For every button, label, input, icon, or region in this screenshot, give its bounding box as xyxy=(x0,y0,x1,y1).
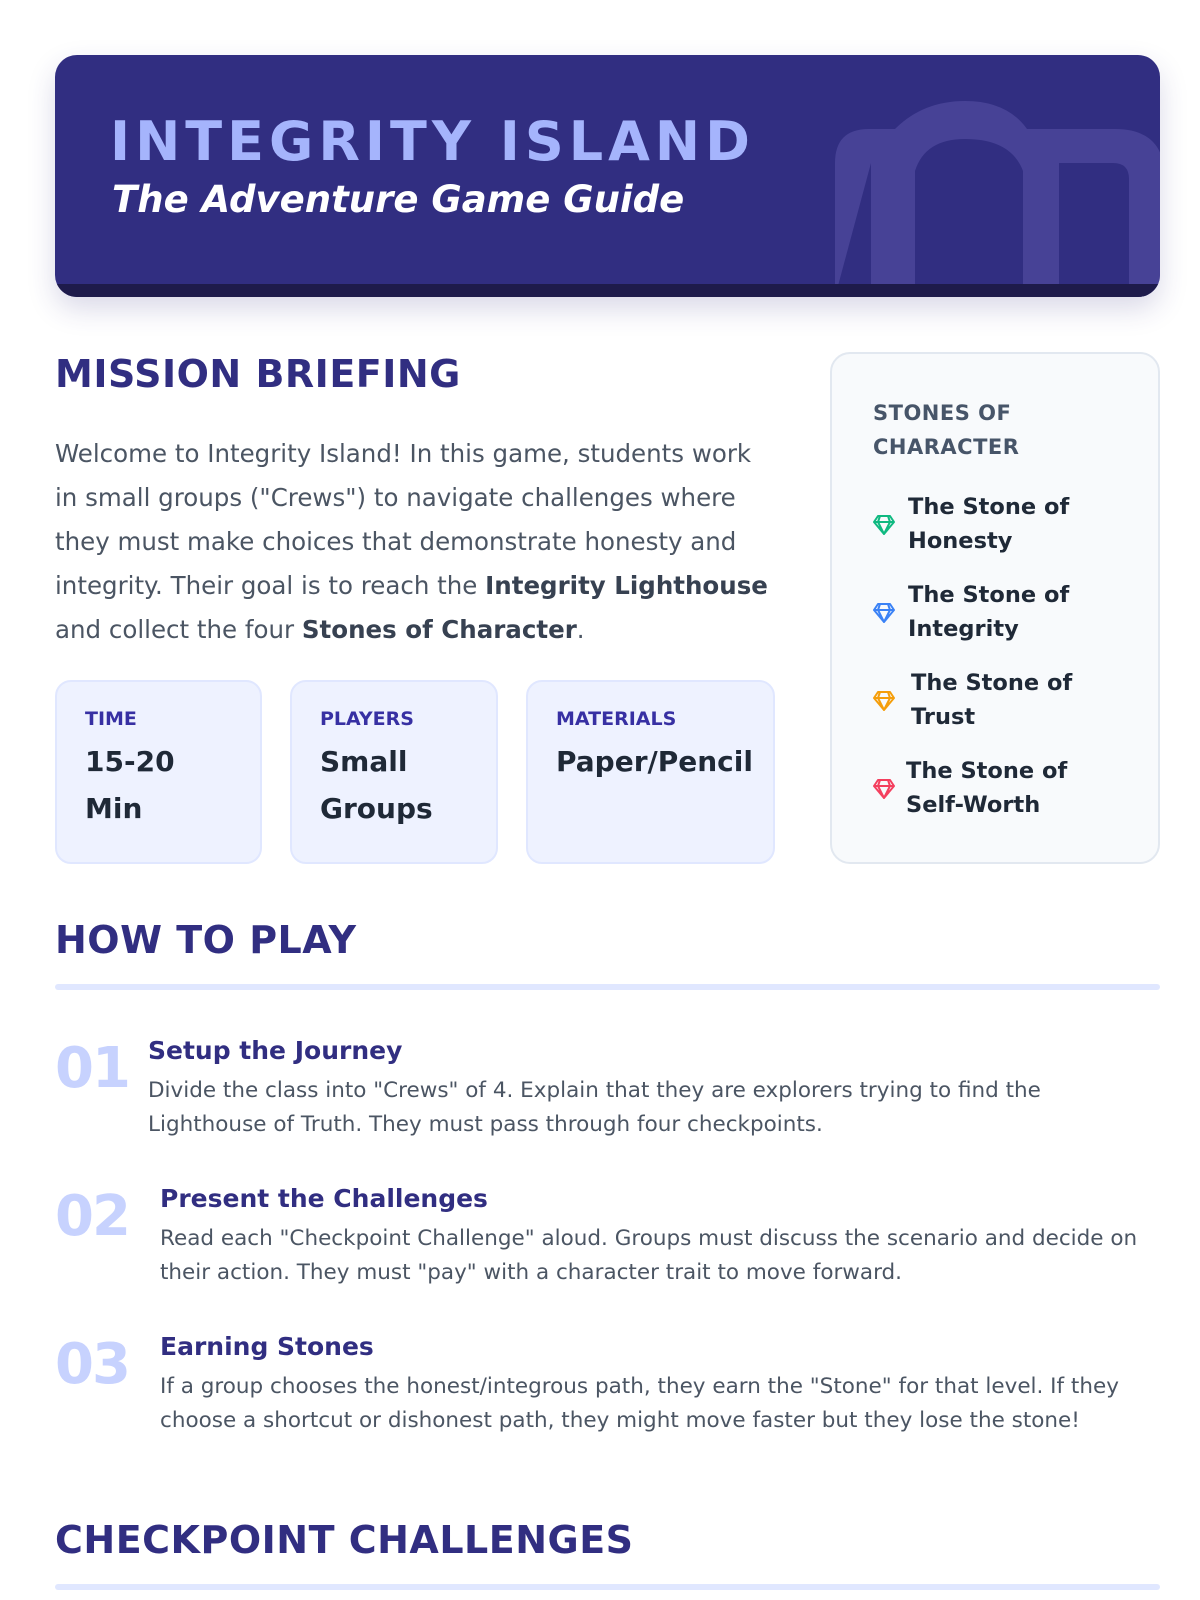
document-title: INTEGRITY ISLAND xyxy=(110,110,755,173)
gem-icon xyxy=(872,602,896,624)
step-description: If a group chooses the honest/integrous path, they earn the "Stone" for that level. If they choose a shortcut or dishonest path, they might move faster but they lose the stone! xyxy=(160,1374,1119,1433)
gem-icon xyxy=(872,690,896,712)
stone-item-trust xyxy=(872,666,1142,736)
how-to-play-heading: HOW TO PLAY xyxy=(55,918,357,962)
stat-label: PLAYERS xyxy=(320,708,414,730)
stat-card-materials xyxy=(526,680,775,864)
archway-icon xyxy=(815,93,1160,297)
stone-name: The Stone of Trust xyxy=(911,670,1073,730)
stone-item-integrity xyxy=(872,578,1142,648)
stat-label: MATERIALS xyxy=(556,708,677,730)
step-description: Divide the class into "Crews" of 4. Explain that they are explorers trying to find the Lighthouse of Truth. They must pass through four checkpoints. xyxy=(148,1078,1041,1137)
stone-name: The Stone of Self-Worth xyxy=(906,758,1068,818)
step-title: Setup the Journey xyxy=(148,1036,403,1065)
stat-value: Paper/Pencil xyxy=(556,745,753,778)
gem-icon xyxy=(872,778,896,800)
step-number: 01 xyxy=(55,1036,129,1101)
stone-name: The Stone of Honesty xyxy=(908,494,1070,554)
stone-item-self-worth xyxy=(872,754,1142,824)
banner-base xyxy=(55,284,1160,297)
step-description: Read each "Checkpoint Challenge" aloud. Groups must discuss the scenario and decide on their action. They must "pay" with a character trait to move forward. xyxy=(160,1226,1138,1285)
stat-label: TIME xyxy=(85,708,137,730)
mission-briefing-heading: MISSION BRIEFING xyxy=(55,352,461,396)
step-number: 02 xyxy=(55,1184,129,1249)
title-banner xyxy=(55,55,1160,297)
stat-card-players xyxy=(290,680,498,864)
stone-name: The Stone of Integrity xyxy=(908,582,1070,642)
stones-heading: STONES OF CHARACTER xyxy=(873,401,1020,459)
stat-value: 15-20 Min xyxy=(85,745,175,825)
checkpoint-challenges-heading: CHECKPOINT CHALLENGES xyxy=(55,1518,634,1562)
step-title: Present the Challenges xyxy=(160,1184,488,1213)
stone-item-honesty xyxy=(872,490,1142,560)
stones-panel xyxy=(830,352,1160,864)
mission-briefing-text: Welcome to Integrity Island! In this game, students work in small groups ("Crews") to navigate challenges where they must make choices that demonstrate honesty and integrity. Their goal is to reach the Integrity Lighthouse and collect the four Stones of Character. xyxy=(55,439,768,644)
step-number: 03 xyxy=(55,1332,129,1397)
step-title: Earning Stones xyxy=(160,1332,374,1361)
document-subtitle: The Adventure Game Guide xyxy=(112,178,685,221)
section-divider xyxy=(55,1584,1160,1590)
stat-card-time xyxy=(55,680,262,864)
section-divider xyxy=(55,984,1160,990)
gem-icon xyxy=(872,514,896,536)
stat-value: Small Groups xyxy=(320,745,433,825)
